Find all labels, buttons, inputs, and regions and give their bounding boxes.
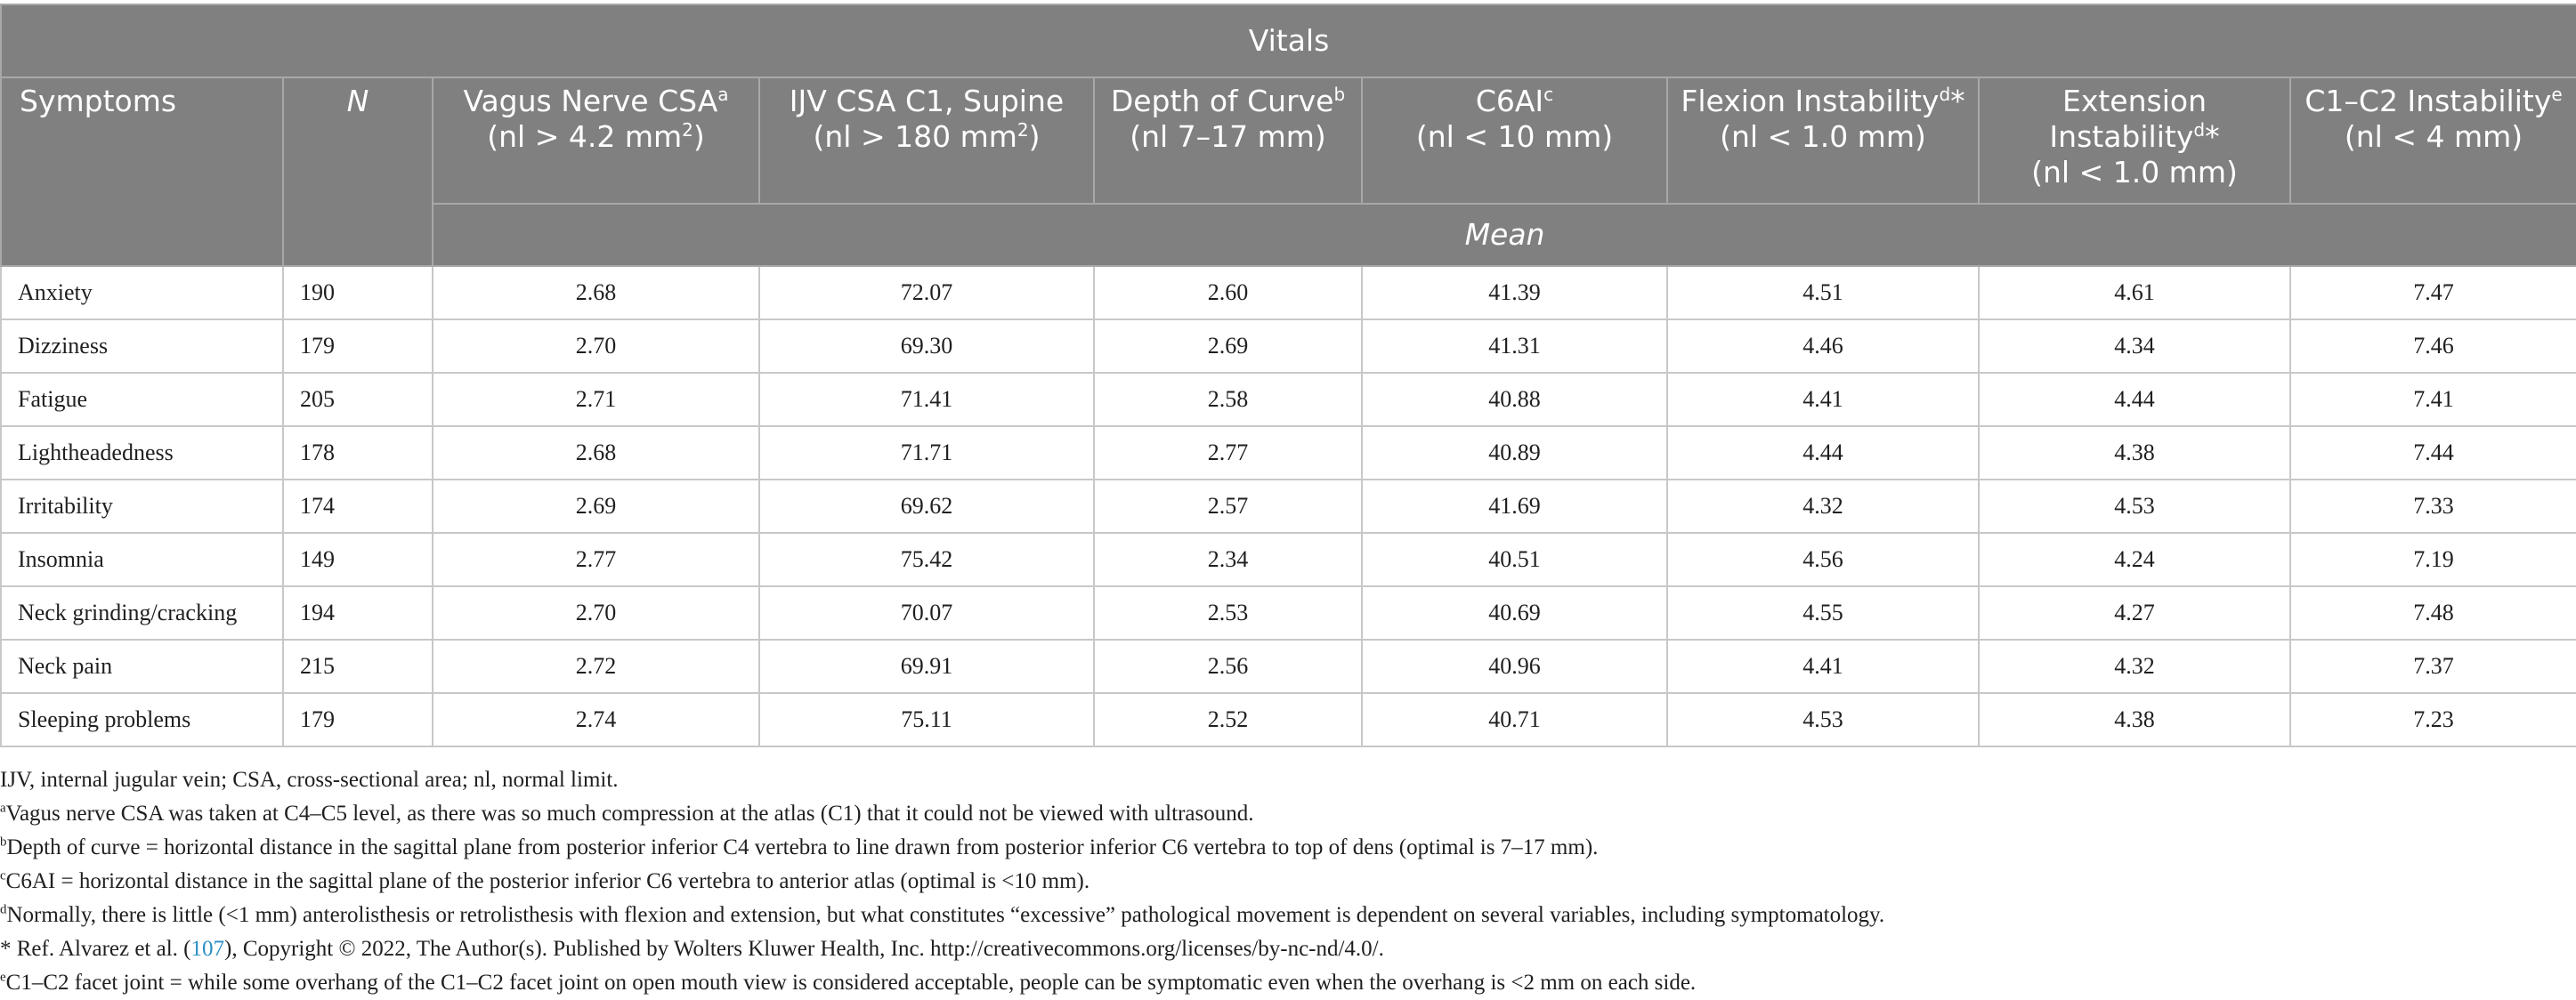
cell-c1c2: 7.47 [2290, 266, 2576, 319]
cell-c1c2: 7.23 [2290, 693, 2576, 746]
footnote-c: $^c$C6AI = horizontal distance in the sagittal plane of the posterior inferior C6 vertebra to anterior atlas (optimal is <10 mm). [0, 868, 1090, 893]
cell-c6ai: 40.71 [1362, 693, 1667, 746]
cell-depth: 2.53 [1094, 586, 1362, 640]
table-row [1, 586, 2576, 640]
cell-ijv: 69.62 [759, 480, 1094, 533]
cell-depth: 2.56 [1094, 640, 1362, 693]
cell-depth: 2.69 [1094, 319, 1362, 373]
cell-symptom: Neck pain [1, 640, 283, 693]
cell-flexion: 4.53 [1667, 693, 1979, 746]
cell-n: 179 [283, 319, 433, 373]
cell-n: 178 [283, 426, 433, 480]
cell-depth: 2.34 [1094, 533, 1362, 586]
cell-depth: 2.58 [1094, 373, 1362, 426]
cell-ijv: 75.11 [759, 693, 1094, 746]
cell-symptom: Irritability [1, 480, 283, 533]
cell-depth: 2.60 [1094, 266, 1362, 319]
cell-vagus: 2.68 [433, 266, 759, 319]
footnote-a: $^a$Vagus nerve CSA was taken at C4–C5 level, as there was so much compression at the atlas (C1) that it could not be viewed with ultrasound. [0, 801, 1254, 826]
cell-c1c2: 7.33 [2290, 480, 2576, 533]
cell-symptom: Fatigue [1, 373, 283, 426]
table-row [1, 640, 2576, 693]
cell-extension: 4.61 [1979, 266, 2290, 319]
cell-extension: 4.44 [1979, 373, 2290, 426]
cell-vagus: 2.68 [433, 426, 759, 480]
header-mean: Mean [433, 204, 2576, 266]
cell-c1c2: 7.37 [2290, 640, 2576, 693]
cell-ijv: 69.91 [759, 640, 1094, 693]
cell-depth: 2.52 [1094, 693, 1362, 746]
data-table-wrapper [0, 4, 2576, 747]
cell-n: 205 [283, 373, 433, 426]
cell-depth: 2.57 [1094, 480, 1362, 533]
table-title: Vitals [1, 4, 2576, 77]
cell-c6ai: 40.69 [1362, 586, 1667, 640]
cell-extension: 4.24 [1979, 533, 2290, 586]
cell-n: 190 [283, 266, 433, 319]
cell-vagus: 2.70 [433, 586, 759, 640]
table-row [1, 319, 2576, 373]
header-n: N [283, 77, 433, 266]
footnote-star: * Ref. Alvarez et al. (107), Copyright © 2022, The Author(s). Published by Wolters Kluwer Health, Inc. http://creativecommons.org/licenses/by-nc-nd/4.0/. [0, 937, 1384, 961]
table-footnotes [0, 763, 2564, 1000]
cell-vagus: 2.69 [433, 480, 759, 533]
cell-ijv: 69.30 [759, 319, 1094, 373]
header-flexion-instability: Flexion Instability$^d$* (nl < 1.0 mm) [1667, 77, 1979, 204]
footnote-e: $^e$C1–C2 facet joint = while some overhang of the C1–C2 facet joint on open mouth view is considered acceptable, people can be symptomatic even when the overhang is <2 mm on each side. [0, 970, 1697, 995]
cell-c1c2: 7.46 [2290, 319, 2576, 373]
cell-n: 179 [283, 693, 433, 746]
cell-symptom: Lightheadedness [1, 426, 283, 480]
header-extension-instability: Extension Instability$^d$* (nl < 1.0 mm) [1979, 77, 2290, 204]
cell-flexion: 4.41 [1667, 640, 1979, 693]
cell-c1c2: 7.19 [2290, 533, 2576, 586]
header-c1c2-instability: C1–C2 Instability$^e$ (nl < 4 mm) [2290, 77, 2576, 204]
cell-c1c2: 7.41 [2290, 373, 2576, 426]
cell-vagus: 2.72 [433, 640, 759, 693]
header-c6ai: $C6AI^c$ (nl < 10 mm) [1362, 77, 1667, 204]
cell-flexion: 4.46 [1667, 319, 1979, 373]
cell-flexion: 4.41 [1667, 373, 1979, 426]
cell-c1c2: 7.48 [2290, 586, 2576, 640]
cell-extension: 4.34 [1979, 319, 2290, 373]
cell-vagus: 2.77 [433, 533, 759, 586]
table-row [1, 373, 2576, 426]
cell-flexion: 4.56 [1667, 533, 1979, 586]
cell-ijv: 71.71 [759, 426, 1094, 480]
vitals-table [0, 4, 2576, 747]
cell-extension: 4.27 [1979, 586, 2290, 640]
cell-c6ai: 40.51 [1362, 533, 1667, 586]
cell-extension: 4.38 [1979, 426, 2290, 480]
cell-n: 174 [283, 480, 433, 533]
table-row [1, 480, 2576, 533]
footnote-d: $^d$Normally, there is little (<1 mm) anterolisthesis or retrolisthesis with flexion and extension, but what constitutes “excessive” pathological movement is dependent on several variables, including symptomatology. [0, 902, 1885, 927]
table-row [1, 533, 2576, 586]
cell-vagus: 2.71 [433, 373, 759, 426]
cell-vagus: 2.74 [433, 693, 759, 746]
cell-vagus: 2.70 [433, 319, 759, 373]
cell-c6ai: 40.88 [1362, 373, 1667, 426]
cell-symptom: Anxiety [1, 266, 283, 319]
cell-symptom: Dizziness [1, 319, 283, 373]
cell-n: 215 [283, 640, 433, 693]
header-ijv-csa: IJV CSA C1, Supine (nl > 180 $mm^2$) [759, 77, 1094, 204]
cell-flexion: 4.44 [1667, 426, 1979, 480]
table-row [1, 693, 2576, 746]
cell-ijv: 72.07 [759, 266, 1094, 319]
cell-extension: 4.32 [1979, 640, 2290, 693]
cell-flexion: 4.32 [1667, 480, 1979, 533]
table-row [1, 266, 2576, 319]
cell-c6ai: 40.96 [1362, 640, 1667, 693]
cell-ijv: 71.41 [759, 373, 1094, 426]
cell-depth: 2.77 [1094, 426, 1362, 480]
header-symptoms: Symptoms [1, 77, 283, 266]
cell-c6ai: 41.39 [1362, 266, 1667, 319]
cell-c6ai: 41.69 [1362, 480, 1667, 533]
cell-c6ai: 40.89 [1362, 426, 1667, 480]
cell-extension: 4.38 [1979, 693, 2290, 746]
table-body [1, 266, 2576, 746]
cell-symptom: Neck grinding/cracking [1, 586, 283, 640]
cell-c1c2: 7.44 [2290, 426, 2576, 480]
table-row [1, 426, 2576, 480]
cell-symptom: Insomnia [1, 533, 283, 586]
cell-n: 194 [283, 586, 433, 640]
cell-symptom: Sleeping problems [1, 693, 283, 746]
cell-ijv: 70.07 [759, 586, 1094, 640]
footnote-abbreviations: IJV, internal jugular vein; CSA, cross-sectional area; nl, normal limit. [0, 768, 619, 792]
footnote-b: $^b$Depth of curve = horizontal distance in the sagittal plane from posterior inferior C4 vertebra to line drawn from posterior inferior C6 vertebra to top of dens (optimal is 7–17 mm). [0, 835, 1599, 859]
cell-ijv: 75.42 [759, 533, 1094, 586]
cell-n: 149 [283, 533, 433, 586]
cell-extension: 4.53 [1979, 480, 2290, 533]
header-depth-of-curve: Depth of Curve$^b$ (nl 7–17 mm) [1094, 77, 1362, 204]
reference-link[interactable]: 107 [190, 937, 224, 961]
cell-c6ai: 41.31 [1362, 319, 1667, 373]
cell-flexion: 4.55 [1667, 586, 1979, 640]
header-vagus-csa: Vagus Nerve CSA$^a$ (nl > 4.2 $mm^2$) [433, 77, 759, 204]
cell-flexion: 4.51 [1667, 266, 1979, 319]
